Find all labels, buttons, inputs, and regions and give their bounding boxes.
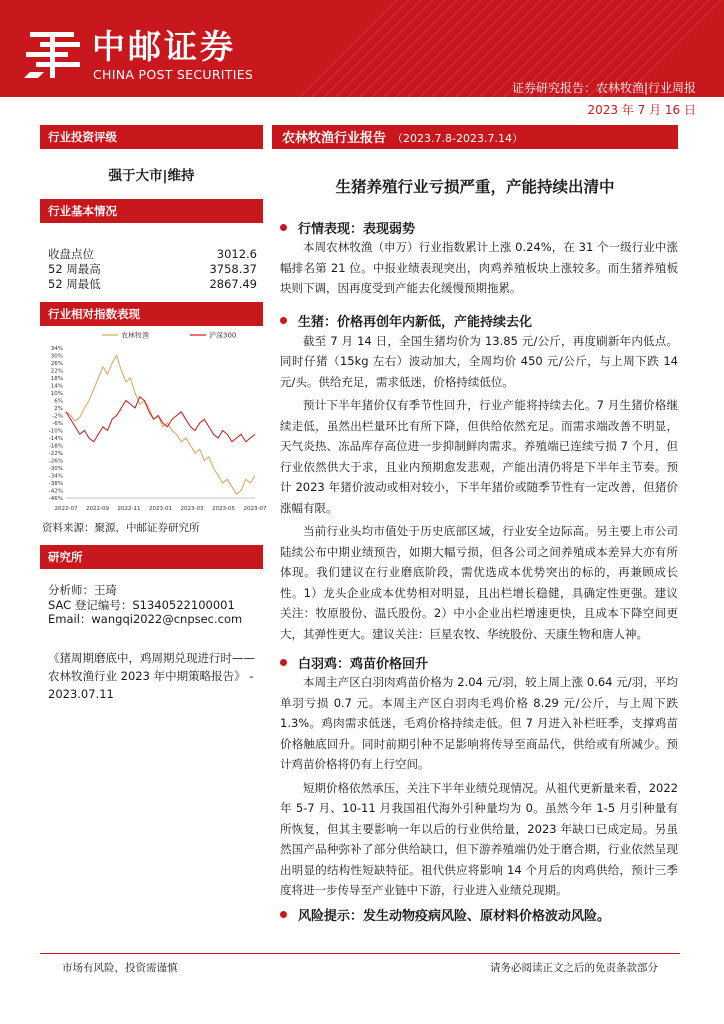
rating-header: 行业投资评级 xyxy=(40,125,263,149)
bullet-icon xyxy=(280,317,287,324)
basic-info-header: 行业基本情况 xyxy=(40,199,263,223)
y-tick-label: 14% xyxy=(50,383,63,390)
brand-name-cn: 中邮证券 xyxy=(92,27,236,66)
y-tick-label: 6% xyxy=(54,398,63,405)
paragraph: 截至 7 月 14 日，全国生猪均价为 13.85 元/公斤，再度刷新年内低点。同时仔猪（15kg 左右）波动加大，全周均价 450 元/公斤，与上周下跌 14 元/头。供给充足，需求低迷，价格持续低位。 xyxy=(280,333,678,389)
paragraph: 本周农林牧渔（申万）行业指数累计上涨 0.24%，在 31 个一级行业中涨幅排名第 21 位。中报业绩表现突出，肉鸡养殖板块上涨较多。而生猪养殖板块则下调，因再度受到产能去化缓慢预期拖累。 xyxy=(280,240,678,295)
stat-value: 2867.49 xyxy=(209,277,257,291)
analyst-name: 分析师：王琦 xyxy=(48,583,117,597)
series-line-hs300 xyxy=(66,397,255,442)
y-tick-label: -34% xyxy=(48,473,63,480)
y-tick-label: -6% xyxy=(52,421,63,427)
footer-disclaimer: 请务必阅读正文之后的免责条款部分 xyxy=(490,962,658,974)
section-title xyxy=(272,905,678,925)
header-band xyxy=(0,0,724,97)
section-title-text: 白羽鸡：鸡苗价格回升 xyxy=(298,656,429,672)
relative-index-chart xyxy=(40,326,267,518)
relative-index-header: 行业相对指数表现 xyxy=(40,302,263,326)
stat-row xyxy=(40,262,263,277)
y-tick-label: 34% xyxy=(50,346,63,352)
x-tick-label: 2022-09 xyxy=(86,506,109,512)
stat-row xyxy=(40,247,263,262)
y-tick-label: -18% xyxy=(48,443,63,450)
y-tick-label: -14% xyxy=(48,436,63,442)
y-tick-label: 22% xyxy=(50,368,63,375)
related-report[interactable]: 《猪周期磨底中，鸡周期兑现进行时——农林牧渔行业 2023 年中期策略报告》 - 2023.07.11 xyxy=(48,650,255,701)
y-tick-label: -22% xyxy=(48,451,63,457)
report-type: 证券研究报告：农林牧渔|行业周报 xyxy=(511,81,696,95)
y-tick-label: -42% xyxy=(48,488,63,495)
report-period: （2023.7.8-2023.7.14） xyxy=(392,132,523,145)
y-tick-label: 26% xyxy=(50,361,63,367)
y-tick-label: -30% xyxy=(48,466,63,472)
industry-rating: 强于大市|维持 xyxy=(108,168,195,184)
main-content xyxy=(272,125,678,925)
risk-warning: 风险提示：发生动物疫病风险、原材料价格波动风险。 xyxy=(298,909,611,924)
y-tick-label: 30% xyxy=(50,353,63,360)
paragraph: 当前行业头均市值处于历史底部区域，行业安全边际高。另主要上市公司陆续公布中期业绩预告，如期大幅亏损，但各公司之间养殖成本差异大亦有所体现。我们建议在行业磨底阶段，需优选成本优势突出的标的，再兼顾成长性。1）龙头企业成本优势相对明显，且出栏增长稳健，具确定性更强。建议关注：牧原股份、温氏股份。2）中小企业出栏增速更快，且成本下降空间更大，其弹性更大。建议关注：巨星农牧、华统股份、天康生物和唐人神。 xyxy=(280,524,678,641)
x-tick-label: 2023-07 xyxy=(243,506,267,512)
y-tick-label: -10% xyxy=(48,428,63,435)
section-title-text: 行情表现：表现弱势 xyxy=(298,221,416,237)
chart-svg xyxy=(40,326,267,518)
analyst-sac: SAC 登记编号：S1340522100001 xyxy=(48,597,235,612)
paragraph: 短期价格依然承压，关注下半年业绩兑现情况。从祖代更新量来看，2022 年 5-7 月、10-11 月我国祖代海外引种量均为 0。虽然今年 1-5 月引种量有所恢复，但其主要影响一年以后的行业供给量，2023 年缺口已成定局。另虽然国产品种弥补了部分供给缺口，但下游养殖端仍处于磨合期，行业依然呈现出明显的结构性短缺特征。祖代供应将影响 14 个月后的肉鸡供给，预计三季度将进一步传导至产业链中下游，行业进入业绩兑现期。 xyxy=(280,780,678,897)
section-title xyxy=(272,217,678,237)
y-tick-label: 10% xyxy=(50,391,63,397)
chart-source: 资料来源：聚源，中邮证券研究所 xyxy=(42,522,200,534)
paragraph: 本周主产区白羽肉鸡苗价格为 2.04 元/羽，较上周上涨 0.64 元/羽，平均单羽亏损 0.7 元。本周主产区白羽肉毛鸡价格 8.29 元/公斤，与上周下跌 1.3%。鸡肉需求低迷，毛鸡价格持续走低。但 7 月进入补栏旺季，支撑鸡苗价格触底回升。同时前期引种不足影响将传导至商品代，供给或有所减少。预计鸡苗价格将仍有上行空间。 xyxy=(280,675,678,771)
section-title xyxy=(272,652,678,672)
paragraph: 预计下半年猪价仅有季节性回升，行业产能将持续去化。7 月生猪价格继续走低，虽然出栏量环比有所下降，但供给依然充足。而需求端改善不明显，天气炎热、冻品库存高位进一步抑制鲜肉需求。养殖端已连续亏损 7 个月，但行业依然供大于求，且业内预期愈发悲观，产能出清仍将是下半年主节奏。预计 2023 年猪价波动或相对较小，下半年猪价或随季节性有一定改善，但猪价涨幅有限。 xyxy=(280,398,678,515)
y-tick-label: -2% xyxy=(52,413,63,420)
legend-label: 农林牧渔 xyxy=(121,331,149,340)
section-title xyxy=(272,311,678,331)
report-title: 农林牧渔行业报告 xyxy=(282,131,387,146)
y-tick-label: -26% xyxy=(48,458,63,465)
footer-risk-note: 市场有风险，投资需谨慎 xyxy=(62,962,178,974)
section-title-text: 生猪：价格再创年内新低，产能持续去化 xyxy=(298,315,533,330)
headline: 生猪养殖行业亏损严重，产能持续出清中 xyxy=(335,178,615,196)
y-tick-label: -46% xyxy=(48,496,63,502)
x-tick-label: 2023-05 xyxy=(212,506,235,512)
y-tick-label: 2% xyxy=(54,406,63,412)
y-tick-label: -38% xyxy=(48,481,63,487)
y-tick-label: 18% xyxy=(50,376,63,382)
research-header: 研究所 xyxy=(40,545,263,569)
stat-label: 52 周最低 xyxy=(48,277,101,291)
stat-row xyxy=(40,277,263,292)
stat-label: 收盘点位 xyxy=(48,247,94,261)
legend-label: 沪深300 xyxy=(209,331,237,340)
bullet-icon xyxy=(280,659,287,666)
x-tick-label: 2023-01 xyxy=(149,506,172,512)
x-tick-label: 2022-07 xyxy=(54,506,78,512)
report-date: 2023 年 7 月 16 日 xyxy=(587,103,696,117)
brand-name-en: CHINA POST SECURITIES xyxy=(93,67,254,82)
x-tick-label: 2023-03 xyxy=(180,506,204,512)
analyst-email[interactable]: Email：wangqi2022@cnpsec.com xyxy=(48,612,243,626)
bullet-icon xyxy=(280,224,287,231)
stat-label: 52 周最高 xyxy=(48,262,101,276)
footer-divider xyxy=(40,953,680,954)
sidebar xyxy=(40,125,267,703)
stat-value: 3012.6 xyxy=(216,247,257,261)
bullet-icon xyxy=(280,911,287,918)
stat-value: 3758.37 xyxy=(209,262,257,276)
china-post-logo-icon xyxy=(24,28,84,80)
x-tick-label: 2022-11 xyxy=(117,506,141,512)
main-header xyxy=(272,125,678,149)
series-line-agri xyxy=(66,356,255,495)
